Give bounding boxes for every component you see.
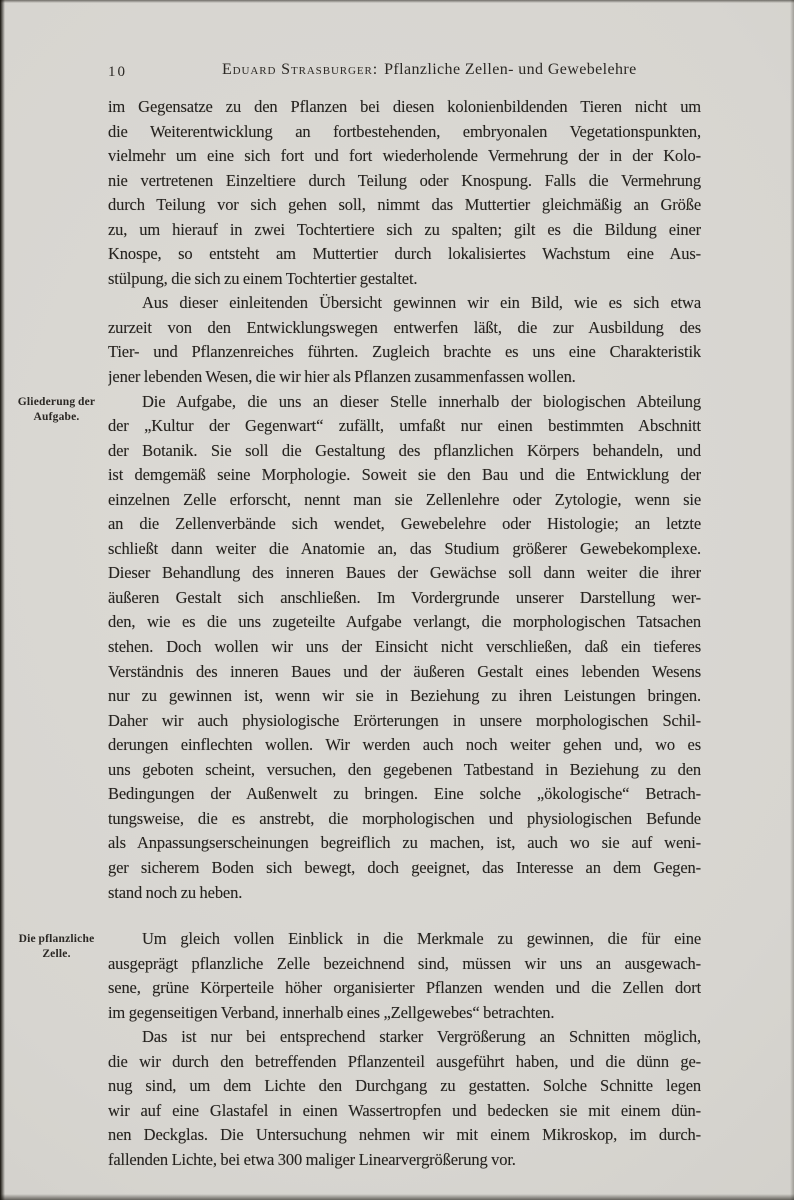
text-line: Um gleich vollen Einblick in die Merkmale zu gewinnen, die für eine: [142, 929, 701, 949]
body-text-column: [17, 97, 701, 1175]
text-line: schließt dann weiter die Anatomie an, das Studium größerer Gewebekomplexe.: [108, 538, 701, 558]
text-line: wir auf eine Glastafel in einen Wassertropfen und bedecken sie mit einem dün-: [108, 1100, 701, 1120]
paragraph: [108, 97, 701, 293]
text-line: Tier- und Pflanzenreiches führten. Zugleich brachte es uns eine Charakteristik: [108, 342, 701, 362]
text-line: stehen. Doch wollen wir uns der Einsicht nicht verschließen, daß ein tieferes: [108, 637, 701, 657]
scan-edge-top: [0, 0, 794, 3]
paragraph: [18, 929, 701, 1027]
text-line: ger sicherem Boden sich bewegt, doch geeignet, das Interesse an dem Gegen-: [108, 857, 701, 877]
text-line: einzelnen Zelle erforscht, nennt man sie Zellenlehre oder Zytologie, wenn sie: [108, 489, 701, 509]
text-line: der „Kultur der Gegenwart“ zufällt, umfaßt nur einen bestimmten Abschnitt: [108, 416, 701, 436]
text-line: nug sind, um dem Lichte den Durchgang zu gestatten. Solche Schnitte legen: [108, 1076, 701, 1096]
text-line: Aus dieser einleitenden Übersicht gewinnen wir ein Bild, wie es sich etwa: [142, 293, 701, 313]
text-line: ausgeprägt pflanzliche Zelle bezeichnend sind, müssen wir uns an ausgewach-: [108, 953, 701, 973]
text-line: den, wie es die uns zugeteilte Aufgabe verlangt, die morphologischen Tatsachen: [108, 612, 701, 632]
text-line: zurzeit von den Entwicklungswegen entwerfen läßt, die zur Ausbildung des: [108, 317, 701, 337]
text-line: als Anpassungserscheinungen begreiflich zu machen, ist, auch wo sie auf weni-: [108, 833, 701, 853]
text-line: durch Teilung vor sich gehen soll, nimmt das Muttertier gleichmäßig an Größe: [108, 195, 701, 215]
text-line: im gegenseitigen Verband, innerhalb eines „Zellgewebes“ betrachten.: [108, 1002, 555, 1022]
paragraph: [108, 1027, 701, 1174]
text-line: zu, um hierauf in zwei Tochtertiere sich zu spalten; gilt es die Bildung einer: [108, 219, 701, 239]
running-header: [222, 61, 637, 79]
margin-note: Die pflanzliche Zelle.: [18, 933, 95, 961]
text-line: nen Deckglas. Die Untersuchung nehmen wir mit einem Mikroskop, im durch-: [108, 1125, 701, 1145]
text-line: die Weiterentwicklung an fortbestehenden, embryonalen Vegetationspunkten,: [108, 121, 701, 141]
text-line: Bedingungen der Außenwelt zu bringen. Eine solche „ökologische“ Betrach-: [108, 784, 701, 804]
text-line: fallenden Lichte, bei etwa 300 maliger Linearvergrößerung vor.: [108, 1149, 516, 1169]
text-line: jener lebenden Wesen, die wir hier als Pflanzen zusammenfassen wollen.: [108, 367, 576, 387]
scan-edge-bottom: [0, 1194, 794, 1200]
text-line: sene, grüne Körperteile höher organisierter Pflanzen wenden und die Zellen dort: [108, 978, 701, 998]
text-line: Die Aufgabe, die uns an dieser Stelle innerhalb der biologischen Abteilung: [142, 391, 701, 411]
text-line: ist demgemäß seine Morphologie. Soweit sie den Bau und die Entwicklung der: [108, 465, 701, 485]
text-line: vielmehr um eine sich fort und fort wiederholende Vermehrung der in der Kolo-: [108, 146, 701, 166]
text-line: uns geboten scheint, versuchen, den gegebenen Tatbestand in Beziehung zu den: [108, 759, 701, 779]
text-line: nur zu gewinnen ist, wenn wir sie in Beziehung zu ihren Leistungen bringen.: [108, 686, 701, 706]
text-line: derungen einflechten wollen. Wir werden auch noch weiter gehen und, wo es: [108, 735, 701, 755]
text-line: an die Zellenverbände sich wendet, Gewebelehre oder Histologie; an letzte: [108, 514, 701, 534]
text-line: Knospe, so entsteht am Muttertier durch lokalisiertes Wachstum eine Aus-: [108, 244, 701, 264]
text-line: tungsweise, die es anstrebt, die morphologischen und physiologischen Befunde: [108, 808, 701, 828]
text-line: stülpung, die sich zu einem Tochtertier gestaltet.: [108, 268, 418, 288]
text-line: Dieser Behandlung des inneren Baues der Gewächse soll dann weiter die ihrer: [108, 563, 701, 583]
text-line: die wir durch den betreffenden Pflanzenteil ausgeführt haben, und die dünn ge-: [108, 1051, 701, 1071]
text-line: äußeren Gestalt sich anschließen. Im Vordergrunde unserer Darstellung wer-: [108, 587, 701, 607]
scan-edge-right: [790, 0, 794, 1200]
text-line: Daher wir auch physiologische Erörterungen in unsere morphologischen Schil-: [108, 710, 701, 730]
text-line: stand noch zu heben.: [108, 882, 243, 902]
page-number: 10: [108, 64, 127, 80]
header-title: Pflanzliche Zellen- und Gewebelehre: [384, 61, 637, 78]
paragraph: [108, 293, 701, 391]
text-line: im Gegensatze zu den Pflanzen bei diesen kolonienbildenden Tieren nicht um: [108, 97, 701, 116]
text-line: Verständnis des inneren Baues und der äußeren Gestalt eines lebenden Wesens: [108, 661, 701, 681]
text-line: nie vertretenen Einzeltiere durch Teilung oder Knospung. Falls die Vermehrung: [108, 170, 701, 190]
scan-edge-left: [0, 0, 5, 1200]
text-line: der Botanik. Sie soll die Gestaltung des pflanzlichen Körpers behandeln, und: [108, 440, 701, 460]
header-author: Eduard Strasburger:: [222, 61, 379, 78]
text-line: Das ist nur bei entsprechend starker Vergrößerung an Schnitten möglich,: [142, 1027, 701, 1047]
margin-note: Gliederung der Aufgabe.: [17, 395, 96, 423]
paragraph: [17, 391, 701, 907]
